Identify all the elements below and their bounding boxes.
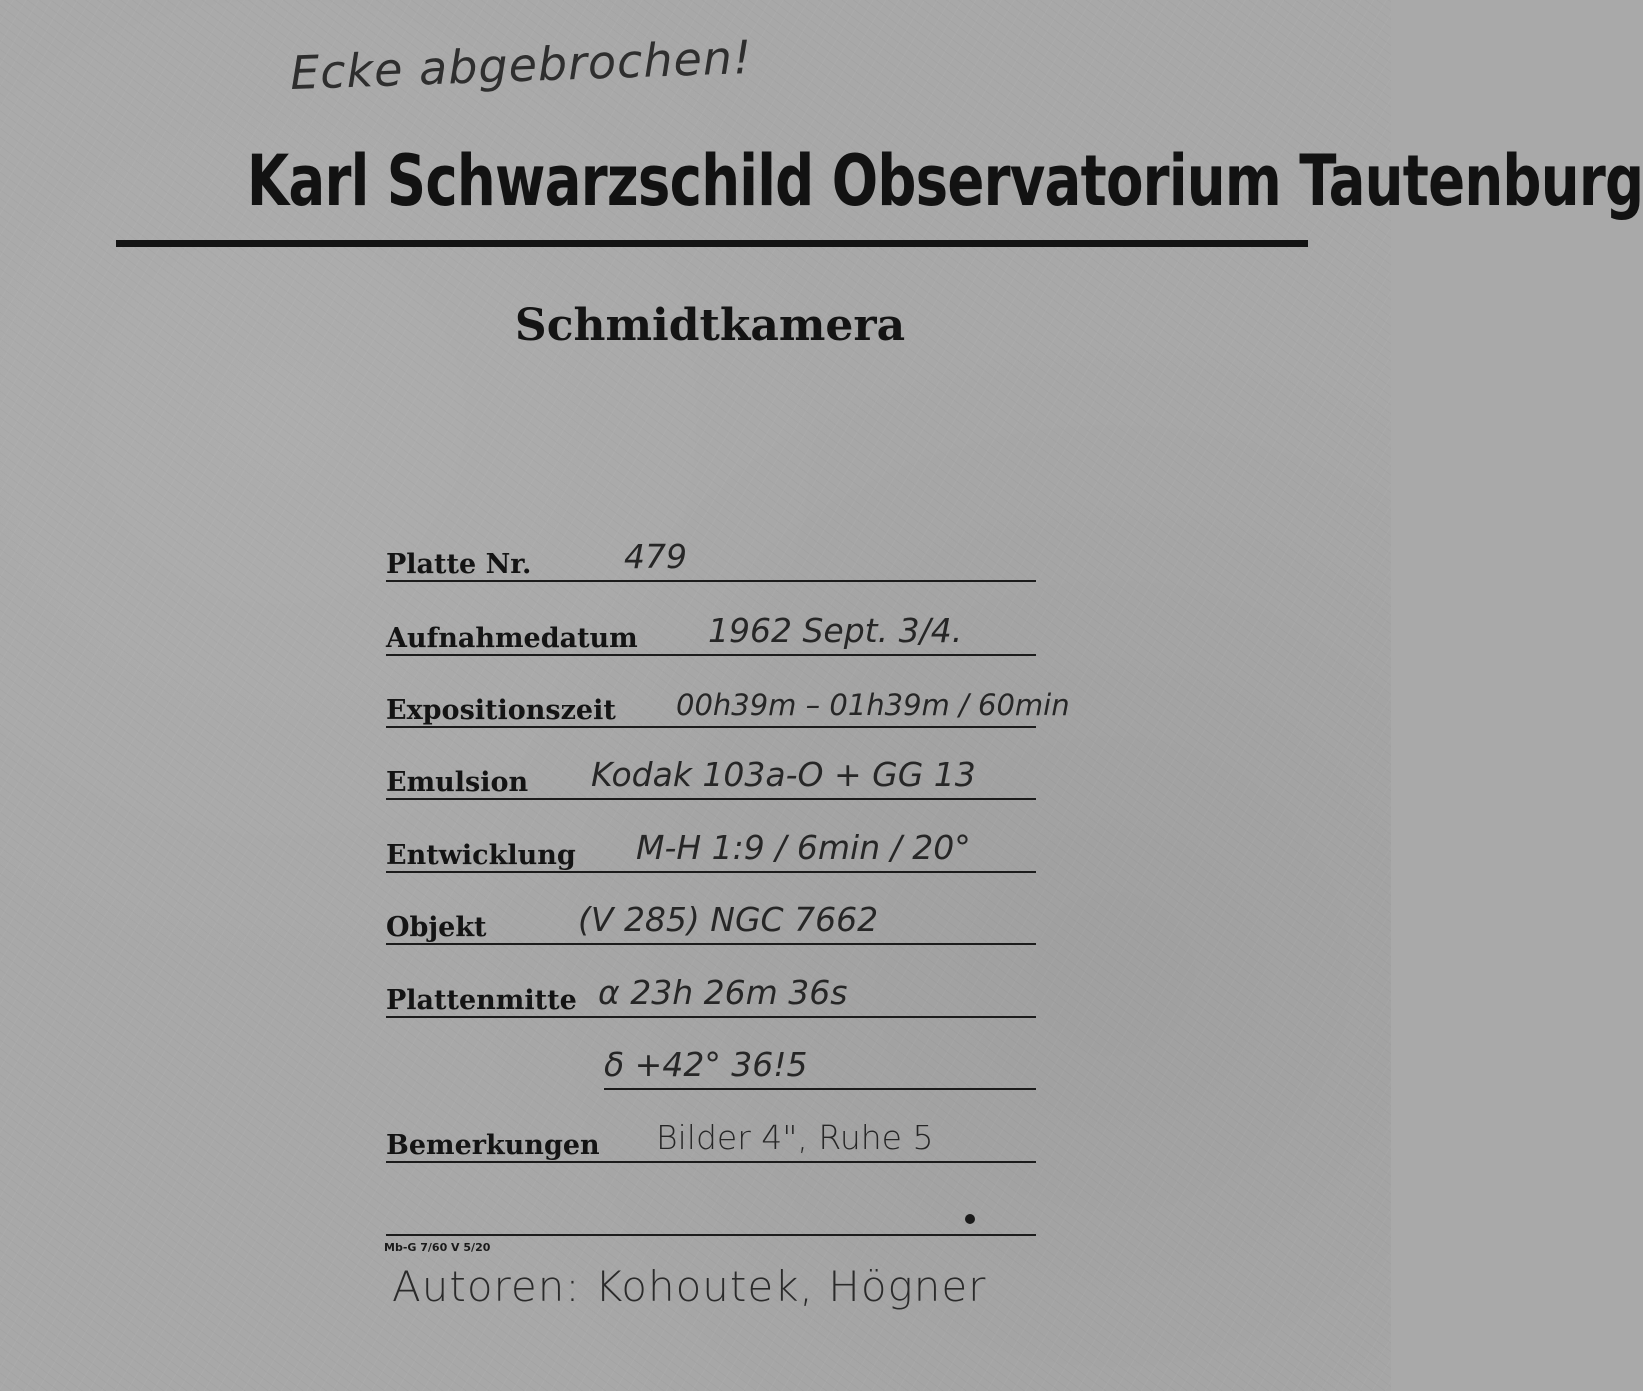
field-plate-center-dec (604, 1046, 1036, 1090)
title-underline (116, 240, 1308, 247)
field-label: Objekt (386, 912, 487, 943)
field-rule (386, 1161, 1036, 1163)
field-rule (386, 798, 1036, 800)
field-label: Plattenmitte (386, 985, 577, 1016)
field-date (386, 612, 1036, 656)
field-plate-number (386, 538, 1036, 582)
field-label: Platte Nr. (386, 549, 532, 580)
field-value: (V 285) NGC 7662 (578, 900, 879, 939)
field-plate-center (386, 974, 1036, 1018)
field-value: Bilder 4", Ruhe 5 (656, 1118, 934, 1157)
field-value: M-H 1:9 / 6min / 20° (636, 828, 971, 867)
field-exposure (386, 684, 1070, 728)
field-rule (386, 943, 1036, 945)
field-value-dec: δ +42° 36!5 (604, 1045, 808, 1084)
field-rule (386, 1016, 1036, 1018)
instrument-heading: Schmidtkamera (514, 300, 906, 351)
field-blank-line (386, 1192, 1036, 1236)
field-emulsion (386, 756, 1036, 800)
field-value: 00h39m – 01h39m / 60min (676, 688, 1070, 722)
field-label: Entwicklung (386, 840, 576, 871)
authors-note: Autoren: Kohoutek, Högner (392, 1262, 987, 1311)
field-rule (386, 580, 1036, 582)
field-value: Kodak 103a-O + GG 13 (591, 755, 976, 794)
field-label: Emulsion (386, 767, 529, 798)
field-label: Aufnahmedatum (386, 623, 638, 654)
field-label: Bemerkungen (386, 1130, 600, 1161)
field-rule (386, 654, 1036, 656)
institution-title: Karl Schwarzschild Observatorium Tautenburg (246, 140, 1643, 222)
field-label: Expositionszeit (386, 695, 616, 726)
field-development (386, 829, 1036, 873)
handwritten-note: Ecke abgebrochen! (289, 29, 754, 101)
field-remarks (386, 1119, 1036, 1163)
field-value-ra: α 23h 26m 36s (598, 973, 848, 1012)
field-value: 479 (624, 537, 687, 576)
field-rule (386, 1234, 1036, 1236)
ink-dot (965, 1214, 975, 1224)
field-rule (604, 1088, 1036, 1090)
field-value: 1962 Sept. 3/4. (708, 611, 963, 650)
field-rule (386, 871, 1036, 873)
form-code: Mb-G 7/60 V 5/20 (384, 1241, 491, 1254)
field-rule (386, 726, 1036, 728)
field-object (386, 901, 1036, 945)
